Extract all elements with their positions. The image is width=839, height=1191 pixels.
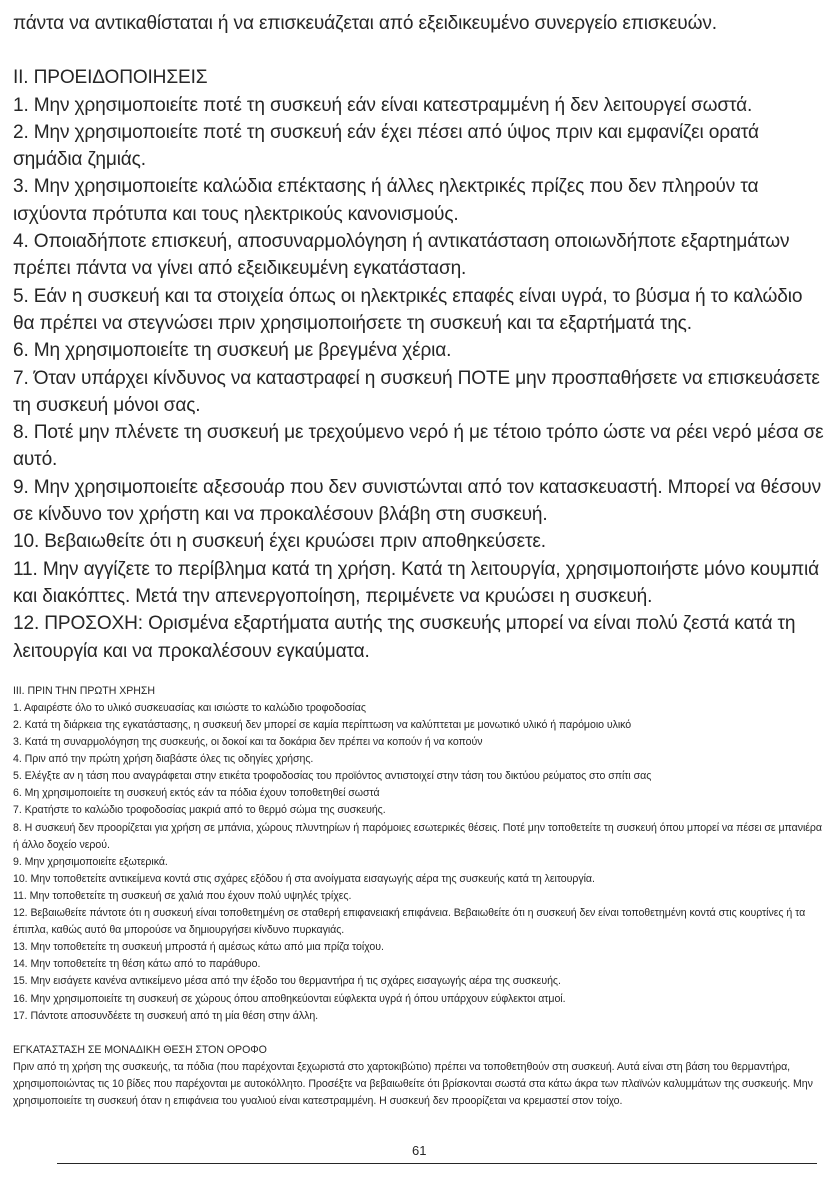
before-first-use-item: 2. Κατά τη διάρκεια της εγκατάστασης, η συσκευή δεν μπορεί σε καμία περίπτωση να καλύπτεται με μονωτικό υλικό ή παρόμοιο υλικό — [13, 719, 632, 732]
before-first-use-item: 16. Μην χρησιμοποιείτε τη συσκευή σε χώρους όπου αποθηκεύονται εύφλεκτα υγρά ή όπου υπάρχουν εύφλεκτοι ατμοί. — [13, 992, 566, 1005]
warning-item: 4. Οποιαδήποτε επισκευή, αποσυναρμολόγηση ή αντικατάσταση οποιωνδήποτε εξαρτημάτων πρέπει πάντα να γίνει από εξειδικευμένη εγκατάσταση. — [13, 231, 790, 280]
large-text-section — [13, 10, 825, 665]
before-first-use-item: 14. Μην τοποθετείτε τη θέση κάτω από το παράθυρο. — [13, 958, 261, 971]
warning-item: 12. ΠΡΟΣΟΧΗ: Ορισμένα εξαρτήματα αυτής της συσκευής μπορεί να είναι πολύ ζεστά κατά τη λειτουργία και να προκαλέσουν εγκαύματα. — [13, 613, 796, 662]
before-first-use-item: 3. Κατά τη συναρμολόγηση της συσκευής, οι δοκοί και τα δοκάρια δεν πρέπει να κοπούν ή να κοπούν — [13, 736, 483, 749]
before-first-use-item: 11. Μην τοποθετείτε τη συσκευή σε χαλιά που έχουν πολύ υψηλές τρίχες. — [13, 889, 352, 902]
before-first-use-item: 9. Μην χρησιμοποιείτε εξωτερικά. — [13, 855, 168, 868]
before-first-use-item: 15. Μην εισάγετε κανένα αντικείμενο μέσα από την έξοδο του θερμαντήρα ή τις σχάρες εισαγωγής αέρα της συσκευής. — [13, 975, 561, 988]
page-number: 61 — [412, 1143, 427, 1158]
warning-item: 3. Μην χρησιμοποιείτε καλώδια επέκτασης ή άλλες ηλεκτρικές πρίζες που δεν πληρούν τα ισχύοντα πρότυπα και τους ηλεκτρικούς κανονισμούς. — [13, 176, 759, 225]
before-first-use-item: 10. Μην τοποθετείτε αντικείμενα κοντά στις σχάρες εξόδου ή στα ανοίγματα εισαγωγής αέρα της συσκευής κατά τη λειτουργία. — [13, 872, 595, 885]
before-first-use-section — [13, 683, 825, 1025]
before-first-use-item: 4. Πριν από την πρώτη χρήση διαβάστε όλες τις οδηγίες χρήσης. — [13, 753, 314, 766]
before-first-use-item: 6. Μη χρησιμοποιείτε τη συσκευή εκτός εάν τα πόδια έχουν τοποθετηθεί σωστά — [13, 787, 380, 800]
before-first-use-heading: III. ΠΡΙΝ ΤΗΝ ΠΡΩΤΗ ΧΡΗΣΗ — [13, 684, 155, 697]
section-gap — [13, 37, 825, 64]
manual-page — [13, 10, 825, 1110]
warnings-heading: II. ΠΡΟΕΙΔΟΠΟΙΗΣΕΙΣ — [13, 67, 208, 89]
installation-heading: ΕΓΚΑΤΑΣΤΑΣΗ ΣΕ ΜΟΝΑΔΙΚΗ ΘΕΣΗ ΣΤΟΝ ΟΡΟΦΟ — [13, 1043, 267, 1056]
before-first-use-item: 1. Αφαιρέστε όλο το υλικό συσκευασίας και ισιώστε το καλώδιο τροφοδοσίας — [13, 701, 366, 714]
warning-item: 9. Μην χρησιμοποιείτε αξεσουάρ που δεν συνιστώνται από τον κατασκευαστή. Μπορεί να θέσουν σε κίνδυνο τον χρήστη και να προκαλέσουν βλάβη στη συσκευή. — [13, 476, 821, 526]
before-first-use-item: 13. Μην τοποθετείτε τη συσκευή μπροστά ή αμέσως κάτω από μια πρίζα τοίχου. — [13, 941, 384, 954]
warning-item: 5. Εάν η συσκευή και τα στοιχεία όπως οι ηλεκτρικές επαφές είναι υγρά, το βύσμα ή το καλώδιο θα πρέπει να στεγνώσει πριν χρησιμοποιήσετε τη συσκευή και τα εξαρτήματά της. — [13, 285, 803, 334]
warning-item: 2. Μην χρησιμοποιείτε ποτέ τη συσκευή εάν έχει πέσει από ύψος πριν και εμφανίζει ορατά σημάδια ζημιάς. — [13, 121, 759, 171]
warning-item: 11. Μην αγγίζετε το περίβλημα κατά τη χρήση. Κατά τη λειτουργία, χρησιμοποιήστε μόνο κουμπιά και διακόπτες. Μετά την απενεργοποίηση, περιμένετε να κρυώσει η συσκευή. — [13, 558, 819, 607]
before-first-use-item: 17. Πάντοτε αποσυνδέετε τη συσκευή από τη μία θέση στην άλλη. — [13, 1009, 319, 1022]
footer-divider — [57, 1163, 817, 1164]
warning-item: 10. Βεβαιωθείτε ότι η συσκευή έχει κρυώσει πριν αποθηκεύσετε. — [13, 531, 546, 553]
before-first-use-item: 7. Κρατήστε το καλώδιο τροφοδοσίας μακριά από το θερμό σώμα της συσκευής. — [13, 804, 386, 817]
before-first-use-item: 5. Ελέγξτε αν η τάση που αναγράφεται στην ετικέτα τροφοδοσίας του προϊόντος αντιστοιχεί στην τάση του δικτύου ρεύματος στο σπίτι σας — [13, 770, 652, 783]
warning-item: 8. Ποτέ μην πλένετε τη συσκευή με τρεχούμενο νερό ή με τέτοιο τρόπο ώστε να ρέει νερό μέσα σε αυτό. — [13, 422, 824, 471]
installation-body: Πριν από τη χρήση της συσκευής, τα πόδια (που παρέχονται ξεχωριστά στο χαρτοκιβώτιο) πρέπει να τοποθετηθούν στη συσκευή. Αυτά είναι στη βάση του θερμαντήρα, χρησιμοποιώντας τις 10 βίδες που παρέχονται με αυτοκόλλητο. Προσέξτε να βεβαιωθείτε ότι βρίσκονται σωστά στα κάτω άκρα των πλαϊνών καλυμμάτων της συσκευής. Μην χρησιμοποιείτε τη συσκευή όταν η επιφάνεια του γυαλιού είναι κατεστραμμένη. Η συσκευή δεν προορίζεται να κρεμαστεί στον τοίχο. — [13, 1060, 813, 1107]
before-first-use-item: 8. Η συσκευή δεν προορίζεται για χρήση σε μπάνια, χώρους πλυντηρίων ή παρόμοιες εσωτερικές θέσεις. Ποτέ μην τοποθετείτε τη συσκευή όπου μπορεί να πέσει σε μπανιέρα ή άλλο δοχείο νερού. — [13, 821, 822, 851]
installation-section — [13, 1042, 825, 1110]
warning-item: 6. Μη χρησιμοποιείτε τη συσκευή με βρεγμένα χέρια. — [13, 340, 452, 362]
warning-item: 7. Όταν υπάρχει κίνδυνος να καταστραφεί η συσκευή ΠΟΤΕ μην προσπαθήσετε να επισκευάσετε τη συσκευή μόνοι σας. — [13, 367, 820, 416]
warning-item: 1. Μην χρησιμοποιείτε ποτέ τη συσκευή εάν είναι κατεστραμμένη ή δεν λειτουργεί σωστά. — [13, 94, 753, 116]
intro-line: πάντα να αντικαθίσταται ή να επισκευάζεται από εξειδικευμένο συνεργείο επισκευών. — [13, 13, 717, 34]
before-first-use-item: 12. Βεβαιωθείτε πάντοτε ότι η συσκευή είναι τοποθετημένη σε σταθερή επιφανειακή επιφάνεια. Βεβαιωθείτε ότι η συσκευή δεν είναι τοποθετημένη κοντά στις κουρτίνες ή τα έπιπλα, καθώς αυτό θα μπορούσε να δημιουργήσει κίνδυνο πυρκαγιάς. — [13, 907, 806, 937]
